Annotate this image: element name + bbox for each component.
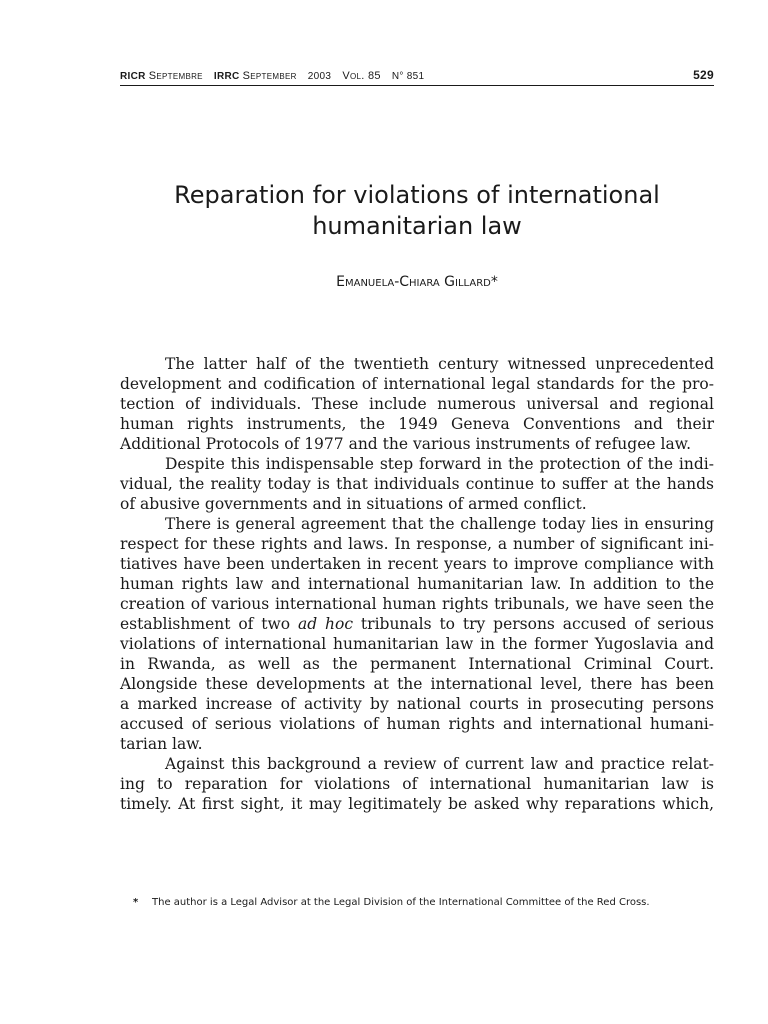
body-line <box>120 614 714 634</box>
month-en: September <box>242 70 297 82</box>
body-line: tiatives have been undertaken in recent years to improve compliance with <box>120 555 714 573</box>
header-rule <box>120 85 714 86</box>
issue-number: N° 851 <box>391 71 425 82</box>
body-line: of abusive governments and in situations of armed conflict. <box>120 495 587 513</box>
footnote-marker: * <box>133 897 139 908</box>
body-line: in Rwanda, as well as the permanent International Criminal Court. <box>120 655 714 673</box>
article-body <box>120 354 714 814</box>
title-line-1: Reparation for violations of international <box>174 181 660 209</box>
month-fr: Septembre <box>148 70 203 82</box>
body-line: tection of individuals. These include numerous universal and regional <box>120 395 714 413</box>
body-line: creation of various international human rights tribunals, we have seen the <box>120 595 714 613</box>
journal-fr: RICR <box>120 71 146 82</box>
body-line: Additional Protocols of 1977 and the various instruments of refugee law. <box>120 435 692 453</box>
body-line: ing to reparation for violations of international humanitarian law is <box>120 775 714 793</box>
body-line: Against this background a review of current law and practice relat- <box>165 755 714 773</box>
running-header <box>120 68 714 86</box>
author-name: Emanuela-Chiara Gillard* <box>336 274 498 290</box>
body-line: Despite this indispensable step forward in the protection of the indi- <box>165 455 714 473</box>
body-line-part: establishment of two <box>120 615 298 633</box>
body-line: vidual, the reality today is that individuals continue to suffer at the hands <box>120 475 714 493</box>
body-line: accused of serious violations of human rights and international humani- <box>120 715 714 733</box>
journal-en: IRRC <box>213 71 240 82</box>
body-line: Alongside these developments at the international level, there has been <box>120 675 714 693</box>
body-line: timely. At first sight, it may legitimately be asked why reparations which, <box>120 795 714 813</box>
body-line-part: tribunals to try persons accused of serious <box>353 615 714 633</box>
italic-term: ad hoc <box>298 615 354 633</box>
journal-info <box>120 70 424 82</box>
footnote-text: The author is a Legal Advisor at the Legal Division of the International Committee of the Red Cross. <box>152 897 650 908</box>
article-title <box>120 180 714 242</box>
volume: Vol. 85 <box>342 70 381 82</box>
year: 2003 <box>307 71 332 82</box>
title-line-2: humanitarian law <box>312 212 522 240</box>
body-line: There is general agreement that the challenge today lies in ensuring <box>165 515 714 533</box>
body-line: human rights instruments, the 1949 Geneva Conventions and their <box>120 415 714 433</box>
page-number: 529 <box>693 68 714 82</box>
body-line: development and codification of international legal standards for the pro- <box>120 375 714 393</box>
body-line: a marked increase of activity by national courts in prosecuting persons <box>120 695 714 713</box>
body-line: The latter half of the twentieth century witnessed unprecedented <box>165 355 714 373</box>
footnote <box>133 897 733 908</box>
body-line: tarian law. <box>120 735 203 753</box>
body-line: violations of international humanitarian law in the former Yugoslavia and <box>120 635 714 653</box>
body-line: respect for these rights and laws. In response, a number of significant ini- <box>120 535 714 553</box>
body-line: human rights law and international humanitarian law. In addition to the <box>120 575 714 593</box>
